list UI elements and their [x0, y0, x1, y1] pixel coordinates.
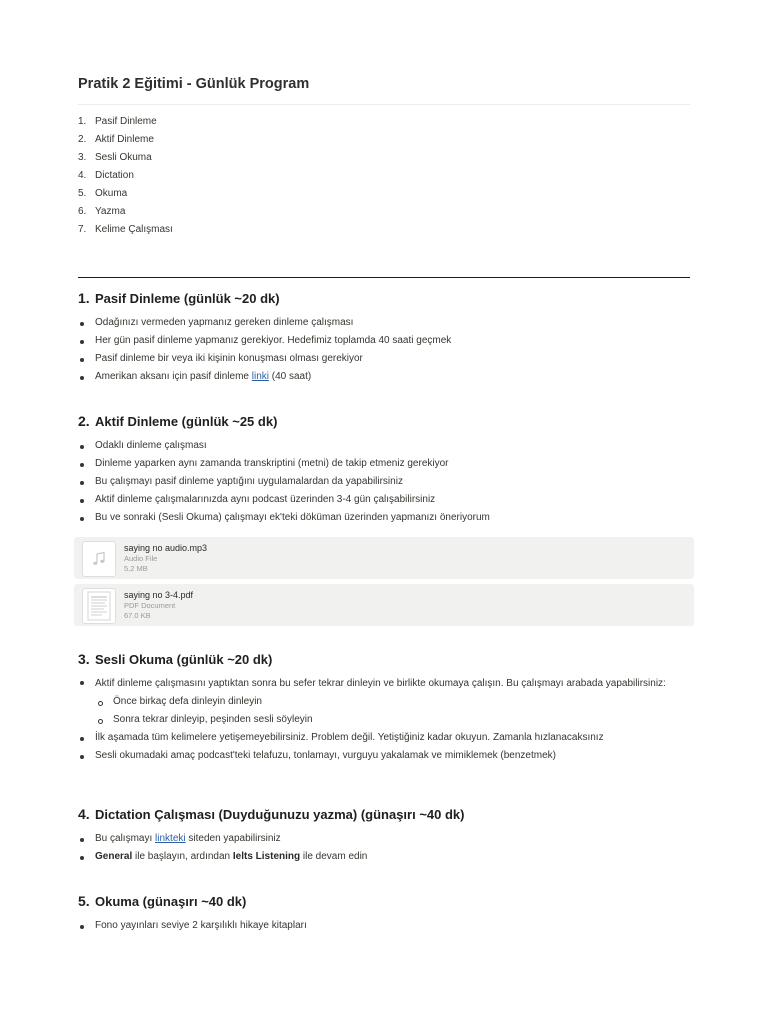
bullet-dot-icon [80, 755, 84, 759]
bullet-list [78, 437, 690, 527]
bullet-dot-icon [80, 517, 84, 521]
section-number: 4. [78, 806, 90, 822]
bullet-list [78, 830, 690, 866]
toc-item: 6. Yazma [78, 206, 126, 217]
toc-item-label: Okuma [95, 188, 128, 199]
bullet-dot-icon [80, 925, 84, 929]
page-title: Pratik 2 Eğitimi - Günlük Program [78, 76, 310, 92]
toc-item: 2. Aktif Dinleme [78, 134, 154, 145]
bullet-list [78, 675, 690, 765]
toc-item: 3. Sesli Okuma [78, 152, 152, 163]
section-number: 1. [78, 290, 90, 306]
list-item: Aktif dinleme çalışmasını yaptıktan sonra bu sefer tekrar dinleyin ve birlikte okumaya çalışın. Bu çalışmayı arabada yapabilirsiniz: [78, 675, 690, 693]
list-item: Pasif dinleme bir veya iki kişinin konuşması olması gerekiyor [78, 350, 690, 368]
toc-item-label: Yazma [95, 206, 126, 217]
bullet-dot-icon [80, 358, 84, 362]
pdf-document-icon [82, 588, 116, 624]
attachment-size: 67.0 KB [124, 611, 151, 620]
section-heading [78, 651, 690, 675]
section-number: 3. [78, 651, 90, 667]
music-note-icon [82, 541, 116, 577]
section-title: Pasif Dinleme (günlük ~20 dk) [95, 291, 280, 306]
sub-list-item: Önce birkaç defa dinleyin dinleyin [78, 693, 690, 711]
list-item: Fono yayınları seviye 2 karşılıklı hikaye kitapları [78, 917, 690, 935]
dictation-site-link[interactable]: linkteki [155, 833, 186, 844]
list-item: Odağınızı vermeden yapmanız gereken dinleme çalışması [78, 314, 690, 332]
attachment-type: Audio File [124, 554, 158, 563]
toc-item-label: Sesli Okuma [95, 152, 152, 163]
attachment-name: saying no audio.mp3 [124, 543, 208, 553]
section-title: Okuma (günaşırı ~40 dk) [95, 894, 247, 909]
list-item: General ile başlayın, ardından Ielts Listening ile devam edin [78, 848, 690, 866]
attachment-name: saying no 3-4.pdf [124, 590, 194, 600]
section-number: 5. [78, 893, 90, 909]
bullet-dot-icon [80, 322, 84, 326]
pasif-dinleme-link[interactable]: linki [251, 371, 269, 382]
section-okuma [78, 893, 690, 935]
bullet-dot-icon [80, 856, 84, 860]
table-of-contents [78, 113, 173, 239]
attachment-type: PDF Document [124, 601, 176, 610]
section-divider [78, 277, 690, 278]
list-item: Bu ve sonraki (Sesli Okuma) çalışmayı ek'teki döküman üzerinden yapmanızı öneriyorum [78, 509, 690, 527]
bullet-dot-icon [80, 737, 84, 741]
section-heading [78, 806, 690, 830]
bullet-dot-icon [80, 445, 84, 449]
toc-item-label: Aktif Dinleme [95, 134, 154, 145]
toc-item: 5. Okuma [78, 188, 128, 199]
toc-item-label: Dictation [95, 170, 134, 181]
list-item: Bu çalışmayı pasif dinleme yaptığını uygulamalardan da yapabilirsiniz [78, 473, 690, 491]
list-item: Aktif dinleme çalışmalarınızda aynı podcast üzerinden 3-4 gün çalışabilirsiniz [78, 491, 690, 509]
list-item: Her gün pasif dinleme yapmanız gerekiyor. Hedefimiz toplamda 40 saati geçmek [78, 332, 690, 350]
section-title: Dictation Çalışması (Duyduğunuzu yazma) (günaşırı ~40 dk) [95, 807, 465, 822]
bullet-list [78, 917, 690, 935]
list-item: Sesli okumadaki amaç podcast'teki telafuzu, tonlamayı, vurguyu yakalamak ve mimiklemek (benzetmek) [78, 747, 690, 765]
section-aktif-dinleme [78, 413, 690, 527]
section-number: 2. [78, 413, 90, 429]
bullet-list [78, 314, 690, 386]
bullet-dot-icon [80, 463, 84, 467]
bullet-dot-icon [80, 481, 84, 485]
section-sesli-okuma [78, 651, 690, 765]
toc-item: 7. Kelime Çalışması [78, 224, 173, 235]
bullet-dot-icon [80, 681, 84, 685]
bullet-dot-icon [80, 340, 84, 344]
circle-bullet-icon [98, 701, 103, 706]
title-divider [78, 104, 690, 105]
section-heading [78, 893, 690, 917]
section-title: Sesli Okuma (günlük ~20 dk) [95, 652, 273, 667]
bullet-dot-icon [80, 376, 84, 380]
list-item: İlk aşamada tüm kelimelere yetişemeyebilirsiniz. Problem değil. Yetiştiğiniz kadar okuyun. Zamanla hızlanacaksınız [78, 729, 690, 747]
section-title: Aktif Dinleme (günlük ~25 dk) [95, 414, 278, 429]
attachment-audio[interactable] [74, 537, 694, 579]
section-dictation [78, 806, 690, 866]
attachment-pdf[interactable] [74, 584, 694, 626]
attachment-size: 5,2 MB [124, 564, 148, 573]
circle-bullet-icon [98, 719, 103, 724]
toc-item-label: Pasif Dinleme [95, 116, 157, 127]
section-heading [78, 413, 690, 437]
sub-list-item: Sonra tekrar dinleyip, peşinden sesli söyleyin [78, 711, 690, 729]
section-pasif-dinleme [78, 290, 690, 386]
list-item: Dinleme yaparken aynı zamanda transkriptini (metni) de takip etmeniz gerekiyor [78, 455, 690, 473]
bullet-dot-icon [80, 499, 84, 503]
toc-item: 1. Pasif Dinleme [78, 116, 157, 127]
toc-item-label: Kelime Çalışması [95, 224, 173, 235]
list-item: Bu çalışmayı linkteki siteden yapabilirsiniz [78, 830, 690, 848]
list-item: Amerikan aksanı için pasif dinleme linki (40 saat) [78, 368, 690, 386]
list-item: Odaklı dinleme çalışması [78, 437, 690, 455]
bullet-dot-icon [80, 838, 84, 842]
section-heading [78, 290, 690, 314]
toc-item: 4. Dictation [78, 170, 134, 181]
